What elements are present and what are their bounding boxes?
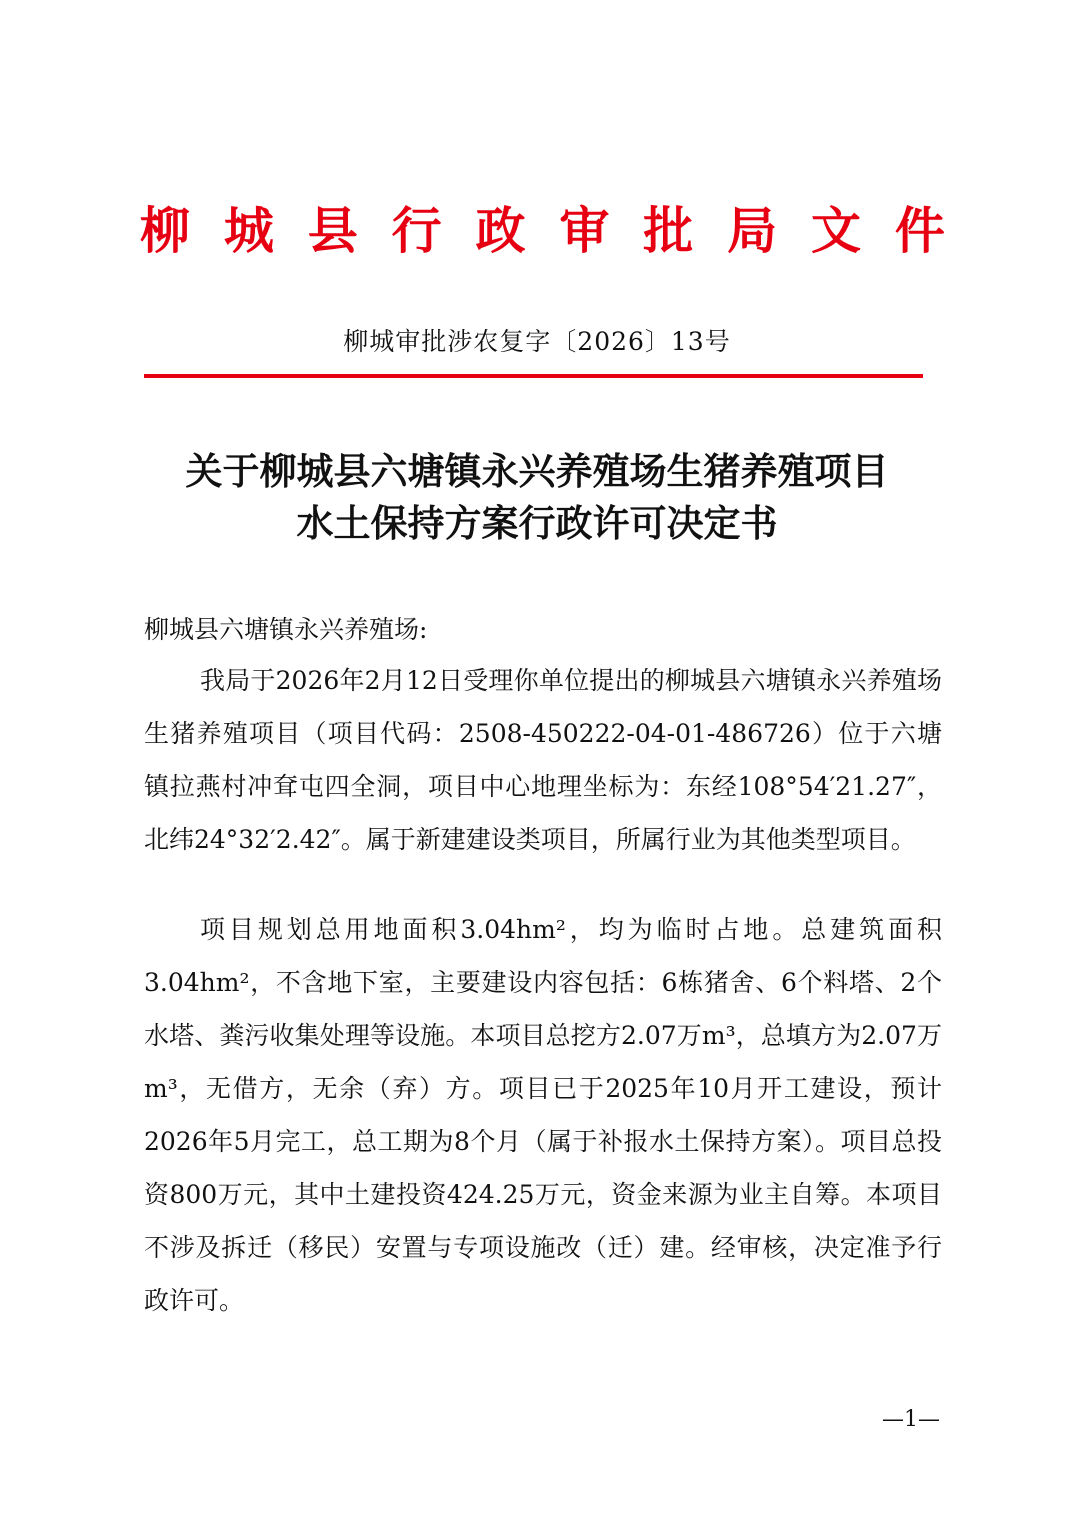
header-char: 政: [475, 202, 526, 260]
red-divider-line: [144, 374, 923, 378]
header-char: 文: [811, 202, 861, 260]
addressee: 柳城县六塘镇永兴养殖场:: [144, 615, 428, 644]
header-char: 局: [727, 202, 778, 260]
header-char: 城: [223, 202, 274, 260]
header-char: 行: [391, 202, 442, 260]
header-char: 件: [894, 202, 945, 260]
document-number: 柳城审批涉农复字〔2026〕13号: [343, 327, 731, 356]
document-title-line-1: 关于柳城县六塘镇永兴养殖场生猪养殖项目: [185, 449, 889, 493]
header-char: 批: [643, 202, 694, 260]
body-paragraph: 项目规划总用地面积3.04hm²，均为临时占地。总建筑面积3.04hm²，不含地下室，主要建设内容包括：6栋猪舍、6个料塔、2个水塔、粪污收集处理等设施。本项目总挖方2.07万m³，总填方为2.07万m³，无借方，无余（弃）方。项目已于2025年10月开工建设，预计2026年5月完工，总工期为8个月（属于补报水土保持方案）。项目总投资800万元，其中土建投资424.25万元，资金来源为业主自筹。本项目不涉及拆迁（移民）安置与专项设施改（迁）建。经审核，决定准予行政许可。: [144, 915, 942, 1315]
body-paragraph: 我局于2026年2月12日受理你单位提出的柳城县六塘镇永兴养殖场生猪养殖项目（项目代码：2508-450222-04-01-486726）位于六塘镇拉燕村冲耷屯四全洞，项目中心地理坐标为：东经108°54′21.27″，北纬24°32′2.42″。属于新建建设类项目，所属行业为其他类型项目。: [144, 666, 942, 854]
document-title-line-2: 水土保持方案行政许可决定书: [296, 501, 778, 545]
header-char: 县: [307, 202, 358, 260]
header-char: 柳: [140, 202, 190, 260]
header-char: 审: [559, 202, 610, 260]
issuing-authority-header: [140, 198, 945, 264]
page-number: —1—: [882, 1407, 940, 1432]
